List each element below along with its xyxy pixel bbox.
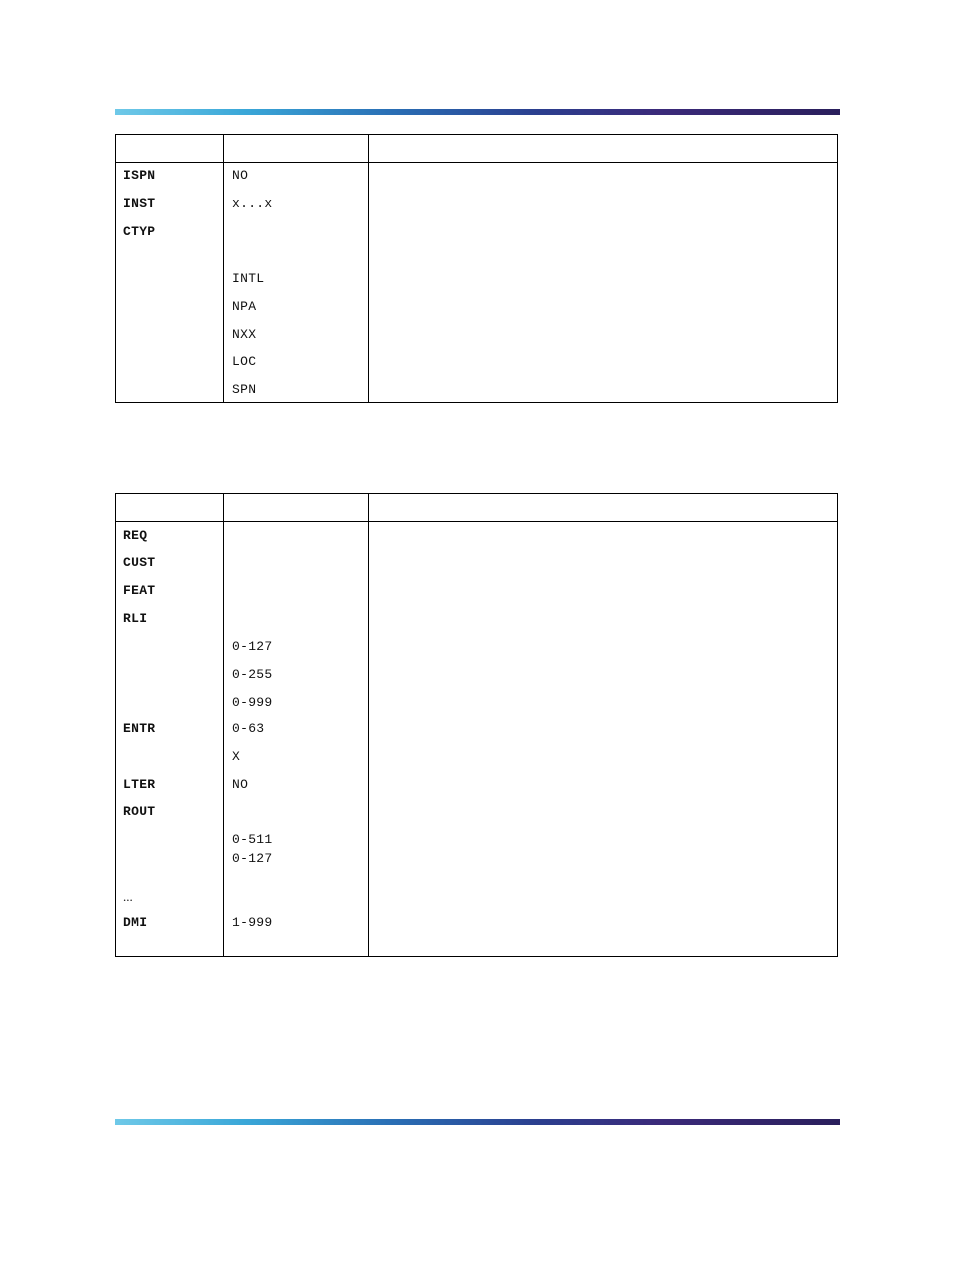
header-rule <box>115 109 840 115</box>
prompt-cell: DMI <box>123 915 148 930</box>
prompt-table-1 <box>115 134 838 403</box>
prompt-table-2 <box>115 493 838 957</box>
column-divider <box>368 494 369 956</box>
table-header-row <box>116 135 837 163</box>
ellipsis-cell: ... <box>123 889 133 904</box>
prompt-cell: FEAT <box>123 583 156 598</box>
prompt-cell: CTYP <box>123 224 156 239</box>
response-cell: SPN <box>232 382 257 397</box>
response-cell: INTL <box>232 271 265 286</box>
response-cell: NO <box>232 777 249 792</box>
prompt-cell: ISPN <box>123 168 156 183</box>
response-cell: 1-999 <box>232 915 273 930</box>
footer-rule <box>115 1119 840 1125</box>
prompt-cell: ROUT <box>123 804 156 819</box>
prompt-cell: REQ <box>123 528 148 543</box>
response-cell: 0-999 <box>232 695 273 710</box>
response-cell: 0-63 <box>232 721 265 736</box>
response-cell: 0-127 <box>232 639 273 654</box>
response-cell: x...x <box>232 196 273 211</box>
prompt-cell: CUST <box>123 555 156 570</box>
response-cell: LOC <box>232 354 257 369</box>
prompt-cell: RLI <box>123 611 148 626</box>
response-cell: 0-255 <box>232 667 273 682</box>
column-divider <box>223 135 224 402</box>
column-divider <box>223 494 224 956</box>
table-header-row <box>116 494 837 522</box>
response-cell: NXX <box>232 327 257 342</box>
response-cell: NO <box>232 168 249 183</box>
response-cell: 0-511 <box>232 832 273 847</box>
response-cell: NPA <box>232 299 257 314</box>
response-cell: X <box>232 749 241 764</box>
prompt-cell: ENTR <box>123 721 156 736</box>
response-cell: 0-127 <box>232 851 273 866</box>
prompt-cell: INST <box>123 196 156 211</box>
column-divider <box>368 135 369 402</box>
prompt-cell: LTER <box>123 777 156 792</box>
